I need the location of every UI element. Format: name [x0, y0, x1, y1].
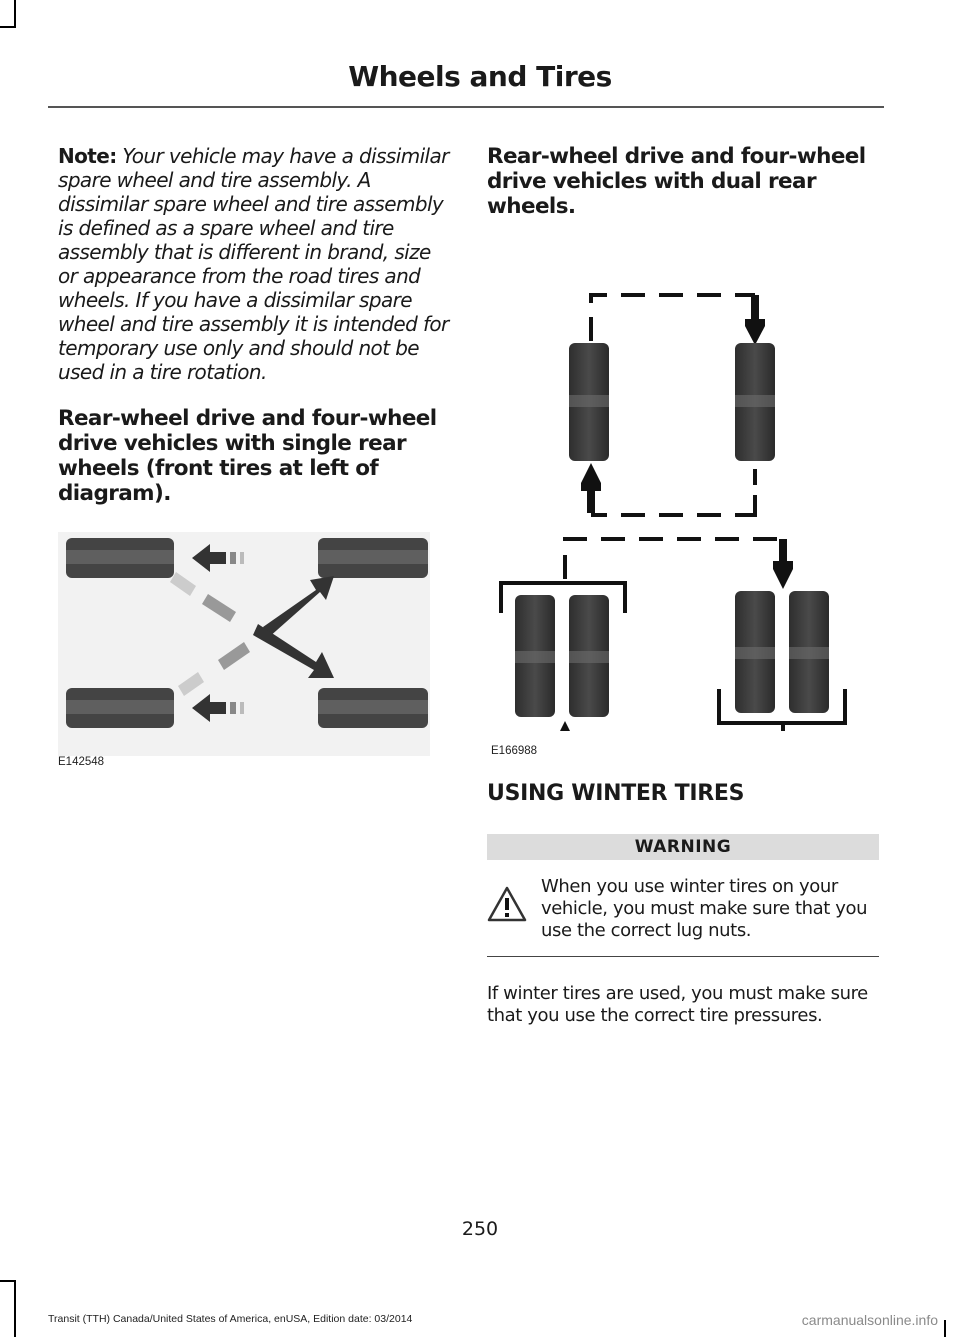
note-label: Note:: [58, 144, 117, 168]
rotation-figure-single: [58, 532, 430, 772]
dual-rear-heading: Rear-wheel drive and four-wheel drive vehicles with dual rear wheels.: [487, 144, 866, 219]
rotation-figure-dual: [487, 219, 879, 759]
note-paragraph: [58, 144, 450, 384]
watermark: carmanualsonline.info: [801, 1312, 938, 1328]
header-rule: [48, 106, 884, 108]
warning-text: When you use winter tires on your vehicle, you must make sure that you use the correct lug nuts.: [541, 876, 868, 941]
left-column: [58, 144, 450, 772]
crop-mark: [0, 1280, 16, 1282]
single-rear-heading: Rear-wheel drive and four-wheel drive vehicles with single rear wheels (front tires at left of diagram).: [58, 406, 437, 506]
note-text: Your vehicle may have a dissimilar spare wheel and tire assembly. A dissimilar spare wheel and tire assembly is defined as a spare wheel and tire assembly that is different in brand, size or appearance from the road tires and wheels. If you have a dissimilar spare wheel and tire assembly it is intended for temporary use only and should not be used in a tire rotation.: [58, 144, 449, 384]
single-rear-diagram: [58, 532, 430, 772]
page-title: Wheels and Tires: [348, 60, 612, 93]
crop-mark: [14, 0, 16, 28]
crop-mark: [0, 26, 16, 28]
crop-mark: [14, 1280, 16, 1337]
warning-box: [487, 834, 879, 957]
section-title: USING WINTER TIRES: [487, 781, 745, 806]
figure-id-single: E142548: [58, 756, 105, 768]
arrow-up-bottom: [555, 721, 575, 731]
arrow-down-top: [745, 319, 765, 345]
crop-mark: [944, 1320, 946, 1337]
dual-rear-diagram: [487, 191, 879, 731]
winter-tire-pressure-text: If winter tires are used, you must make sure that you use the correct tire pressures.: [487, 983, 868, 1026]
footer-edition: Transit (TTH) Canada/United States of America, enUSA, Edition date: 03/2014: [48, 1313, 413, 1325]
warning-label: WARNING: [487, 834, 879, 860]
arrow-down-bottom: [773, 561, 793, 589]
warning-body: [487, 860, 879, 957]
right-column: [487, 144, 879, 1045]
figure-id-dual: E166988: [491, 745, 538, 757]
page-number: 250: [461, 1218, 499, 1240]
arrow-up-top: [581, 463, 601, 491]
warning-triangle-icon: [487, 886, 527, 922]
